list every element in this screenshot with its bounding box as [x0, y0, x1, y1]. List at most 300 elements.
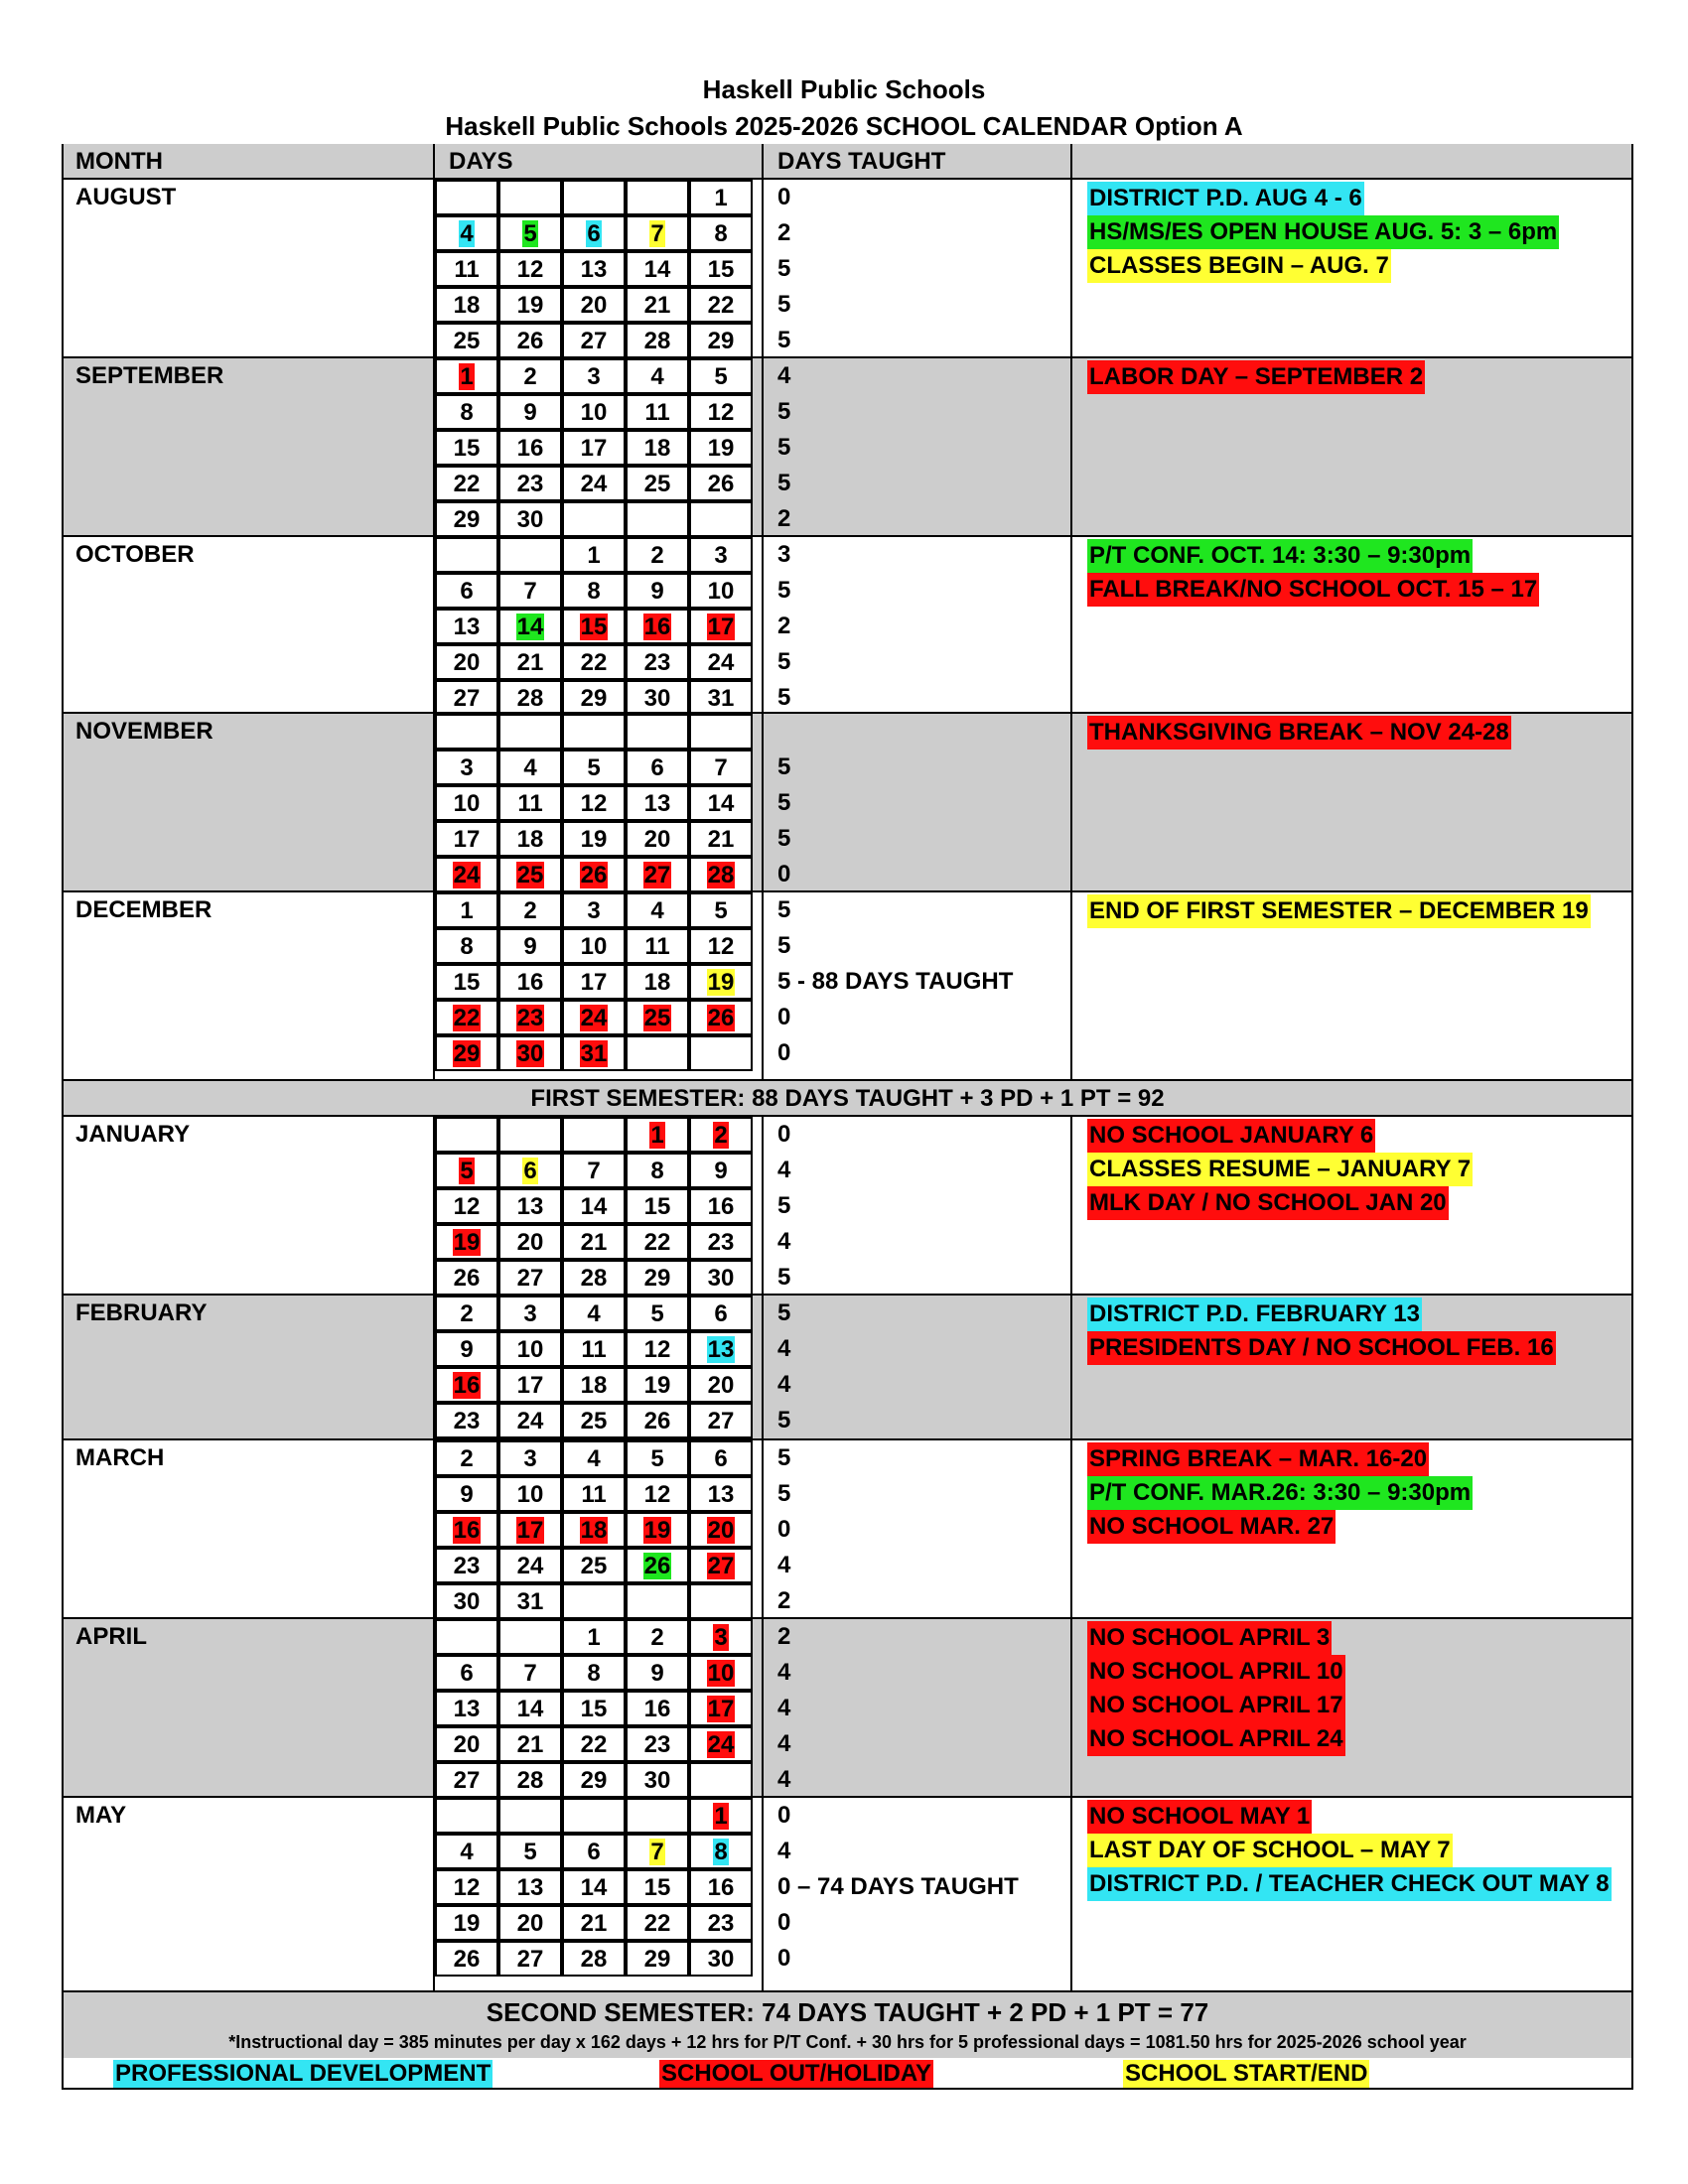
- row-divider: [62, 178, 1633, 180]
- row-divider: [62, 1115, 1633, 1117]
- day-cell: 14: [562, 1188, 626, 1224]
- day-cell: 16: [498, 430, 562, 466]
- month-name: AUGUST: [75, 184, 177, 210]
- day-cell: 15: [435, 430, 498, 466]
- days-taught-value: 0: [777, 184, 791, 210]
- days-taught-value: 4: [777, 362, 791, 389]
- day-cell: 25: [562, 1403, 626, 1438]
- day-cell: 13: [626, 785, 689, 821]
- day-cell: 10: [498, 1331, 562, 1367]
- days-taught-value: 4: [777, 1228, 791, 1255]
- day-cell: 12: [435, 1869, 498, 1905]
- days-taught-value: 5: [777, 1192, 791, 1219]
- day-cell: 16: [435, 1512, 498, 1548]
- day-cell: 21: [562, 1905, 626, 1941]
- days-taught-value: 5: [777, 1299, 791, 1326]
- header-month: MONTH: [62, 144, 433, 180]
- month-name: MARCH: [75, 1444, 165, 1471]
- day-cell: 16: [689, 1869, 753, 1905]
- day-cell: 26: [626, 1403, 689, 1438]
- day-cell: 3: [498, 1440, 562, 1476]
- day-cell: 23: [498, 466, 562, 501]
- day-cell: [435, 714, 498, 750]
- day-cell: 31: [689, 680, 753, 716]
- day-cell: 25: [626, 1000, 689, 1035]
- month-section-december: [62, 892, 1633, 1081]
- day-cell: 30: [689, 1260, 753, 1296]
- days-taught-value: 2: [777, 1623, 791, 1650]
- month-name: SEPTEMBER: [75, 362, 224, 389]
- days-taught-value: 4: [777, 1157, 791, 1183]
- day-cell: [626, 180, 689, 215]
- day-cell: 30: [626, 1762, 689, 1798]
- day-cell: 11: [562, 1476, 626, 1512]
- day-cell: 24: [435, 857, 498, 892]
- header-days-taught: DAYS TAUGHT: [764, 144, 1070, 180]
- day-cell: 11: [626, 928, 689, 964]
- calendar-note: SPRING BREAK – MAR. 16-20: [1087, 1442, 1429, 1476]
- day-cell: 10: [562, 394, 626, 430]
- day-cell: 21: [689, 821, 753, 857]
- month-section-september: [62, 358, 1633, 537]
- day-cell: 17: [689, 609, 753, 644]
- day-cell: 13: [435, 1691, 498, 1726]
- first-semester-summary: FIRST SEMESTER: 88 DAYS TAUGHT + 3 PD + 1 PT = 92: [530, 1085, 1165, 1112]
- days-taught-value: 5: [777, 255, 791, 282]
- days-taught-value: 0: [777, 1945, 791, 1972]
- day-cell: 12: [498, 251, 562, 287]
- day-cell: 14: [562, 1869, 626, 1905]
- day-cell: 22: [562, 644, 626, 680]
- day-cell: 31: [562, 1035, 626, 1071]
- row-divider: [62, 535, 1633, 537]
- day-cell: 29: [626, 1260, 689, 1296]
- day-cell: 14: [498, 1691, 562, 1726]
- legend-start: SCHOOL START/END: [1125, 2060, 1368, 2087]
- days-taught-value: 0 – 74 DAYS TAUGHT: [777, 1873, 1019, 1900]
- day-cell: [689, 1583, 753, 1619]
- day-cell: 27: [562, 323, 626, 358]
- row-divider: [62, 1079, 1633, 1081]
- day-cell: 22: [689, 287, 753, 323]
- day-cell: [435, 1117, 498, 1153]
- page-subtitle: Haskell Public Schools 2025-2026 SCHOOL CALENDAR Option A: [445, 111, 1243, 141]
- day-cell: 11: [498, 785, 562, 821]
- month-name: NOVEMBER: [75, 718, 213, 745]
- legend-pd: PROFESSIONAL DEVELOPMENT: [115, 2060, 492, 2087]
- day-cell: 23: [435, 1403, 498, 1438]
- day-cell: [689, 1035, 753, 1071]
- day-cell: 20: [689, 1367, 753, 1403]
- day-cell: 17: [498, 1367, 562, 1403]
- day-cell: 24: [562, 1000, 626, 1035]
- days-taught-value: 0: [777, 1004, 791, 1030]
- day-cell: [626, 714, 689, 750]
- day-cell: 5: [626, 1296, 689, 1331]
- days-taught-value: 0: [777, 1516, 791, 1543]
- day-cell: 15: [626, 1188, 689, 1224]
- days-taught-value: 4: [777, 1335, 791, 1362]
- day-cell: 29: [689, 323, 753, 358]
- day-cell: 3: [689, 537, 753, 573]
- month-section-october: [62, 537, 1633, 714]
- day-cell: 23: [435, 1548, 498, 1583]
- day-cell: 21: [626, 287, 689, 323]
- day-cell: 1: [562, 1619, 626, 1655]
- day-cell: 9: [435, 1331, 498, 1367]
- calendar-note: P/T CONF. MAR.26: 3:30 – 9:30pm: [1087, 1476, 1473, 1510]
- day-cell: 18: [626, 430, 689, 466]
- day-cell: [562, 1798, 626, 1834]
- day-cell: [498, 180, 562, 215]
- day-cell: 8: [435, 928, 498, 964]
- day-cell: [562, 180, 626, 215]
- calendar-note: NO SCHOOL APRIL 24: [1087, 1722, 1345, 1756]
- day-cell: 13: [498, 1869, 562, 1905]
- day-cell: 4: [626, 892, 689, 928]
- day-cell: 14: [498, 609, 562, 644]
- day-cell: 4: [435, 215, 498, 251]
- calendar-note: NO SCHOOL APRIL 3: [1087, 1621, 1332, 1655]
- day-cell: 29: [562, 680, 626, 716]
- day-cell: 28: [562, 1260, 626, 1296]
- day-cell: 17: [562, 964, 626, 1000]
- month-section-november: [62, 714, 1633, 892]
- month-name: DECEMBER: [75, 896, 212, 923]
- day-cell: [562, 1117, 626, 1153]
- days-taught-value: 5: [777, 470, 791, 496]
- days-taught-value: 5: [777, 434, 791, 461]
- day-cell: 8: [626, 1153, 689, 1188]
- month-section-april: [62, 1619, 1633, 1798]
- day-cell: 28: [626, 323, 689, 358]
- day-cell: 1: [435, 358, 498, 394]
- column-divider: [1070, 144, 1072, 1081]
- day-cell: 3: [435, 750, 498, 785]
- calendar-note: NO SCHOOL MAR. 27: [1087, 1510, 1336, 1544]
- day-cell: 28: [498, 680, 562, 716]
- day-cell: 7: [498, 573, 562, 609]
- days-taught-value: 2: [777, 219, 791, 246]
- day-cell: 24: [498, 1403, 562, 1438]
- instructional-footnote: *Instructional day = 385 minutes per day x 162 days + 12 hrs for P/T Conf. + 30 hrs for 5 professional days = 1081.50 hrs for 2025-2026 school year: [228, 2032, 1467, 2052]
- day-cell: 16: [626, 1691, 689, 1726]
- days-taught-value: 0: [777, 1909, 791, 1936]
- day-cell: 20: [626, 821, 689, 857]
- day-cell: 22: [435, 1000, 498, 1035]
- days-taught-value: 5: [777, 684, 791, 711]
- day-cell: 29: [435, 501, 498, 537]
- day-cell: 24: [498, 1548, 562, 1583]
- day-cell: 24: [689, 1726, 753, 1762]
- day-cell: 12: [689, 928, 753, 964]
- calendar-note: DISTRICT P.D. / TEACHER CHECK OUT MAY 8: [1087, 1867, 1612, 1901]
- month-name: OCTOBER: [75, 541, 195, 568]
- column-divider: [1070, 1117, 1072, 1992]
- day-cell: 3: [498, 1296, 562, 1331]
- days-taught-value: 0: [777, 1121, 791, 1148]
- day-cell: 2: [498, 892, 562, 928]
- calendar-note: MLK DAY / NO SCHOOL JAN 20: [1087, 1186, 1449, 1220]
- day-cell: 13: [689, 1331, 753, 1367]
- legend-out: SCHOOL OUT/HOLIDAY: [661, 2060, 932, 2087]
- days-taught-value: 4: [777, 1838, 791, 1864]
- day-cell: 2: [689, 1117, 753, 1153]
- days-taught-value: 5: [777, 1264, 791, 1291]
- days-taught-value: 3: [777, 541, 791, 568]
- day-cell: 6: [435, 573, 498, 609]
- day-cell: [498, 1117, 562, 1153]
- days-taught-value: 4: [777, 1730, 791, 1757]
- day-cell: 20: [498, 1905, 562, 1941]
- day-cell: 23: [689, 1224, 753, 1260]
- calendar-table: [62, 144, 1633, 2090]
- day-cell: 29: [435, 1035, 498, 1071]
- day-cell: 22: [626, 1224, 689, 1260]
- days-taught-value: 4: [777, 1552, 791, 1578]
- day-cell: 5: [626, 1440, 689, 1476]
- day-cell: 22: [626, 1905, 689, 1941]
- day-cell: 25: [498, 857, 562, 892]
- day-cell: 21: [498, 644, 562, 680]
- month-name: JANUARY: [75, 1121, 191, 1148]
- column-divider: [62, 144, 64, 2090]
- calendar-note: NO SCHOOL MAY 1: [1087, 1800, 1312, 1834]
- day-cell: [689, 714, 753, 750]
- day-cell: [435, 1798, 498, 1834]
- row-divider: [62, 356, 1633, 358]
- day-cell: 4: [498, 750, 562, 785]
- day-cell: 9: [498, 394, 562, 430]
- day-cell: 11: [562, 1331, 626, 1367]
- day-cell: 7: [626, 1834, 689, 1869]
- day-cell: 20: [435, 644, 498, 680]
- days-taught-value: 2: [777, 613, 791, 639]
- day-cell: 26: [626, 1548, 689, 1583]
- calendar-note: NO SCHOOL APRIL 17: [1087, 1689, 1345, 1722]
- days-taught-value: 5: [777, 327, 791, 353]
- day-cell: [435, 537, 498, 573]
- days-taught-value: 0: [777, 861, 791, 887]
- day-cell: 29: [626, 1941, 689, 1977]
- day-cell: [498, 537, 562, 573]
- second-semester-band: [62, 1992, 1633, 2058]
- first-semester-band: [62, 1081, 1633, 1117]
- day-cell: 30: [498, 1035, 562, 1071]
- day-cell: 6: [562, 1834, 626, 1869]
- day-cell: 6: [562, 215, 626, 251]
- day-cell: 26: [689, 466, 753, 501]
- day-cell: 27: [435, 680, 498, 716]
- day-cell: 26: [689, 1000, 753, 1035]
- day-cell: 13: [435, 609, 498, 644]
- day-cell: 27: [435, 1762, 498, 1798]
- day-cell: 26: [562, 857, 626, 892]
- days-taught-value: 0: [777, 1802, 791, 1829]
- day-cell: 4: [435, 1834, 498, 1869]
- day-cell: 29: [562, 1762, 626, 1798]
- month-section-january: [62, 1117, 1633, 1296]
- day-cell: 11: [626, 394, 689, 430]
- calendar-note: P/T CONF. OCT. 14: 3:30 – 9:30pm: [1087, 539, 1473, 573]
- day-cell: [689, 501, 753, 537]
- day-cell: [435, 180, 498, 215]
- days-taught-value: 5: [777, 789, 791, 816]
- day-cell: 16: [435, 1367, 498, 1403]
- day-cell: 13: [498, 1188, 562, 1224]
- days-taught-value: 4: [777, 1766, 791, 1793]
- day-cell: 7: [562, 1153, 626, 1188]
- days-taught-value: 2: [777, 1587, 791, 1614]
- day-cell: 27: [626, 857, 689, 892]
- day-cell: 21: [562, 1224, 626, 1260]
- day-cell: 27: [689, 1548, 753, 1583]
- calendar-note: DISTRICT P.D. AUG 4 - 6: [1087, 182, 1364, 215]
- day-cell: 10: [562, 928, 626, 964]
- day-cell: 1: [689, 180, 753, 215]
- day-cell: 8: [689, 1834, 753, 1869]
- days-taught-value: 5: [777, 825, 791, 852]
- day-cell: 3: [689, 1619, 753, 1655]
- day-cell: 27: [689, 1403, 753, 1438]
- day-cell: 6: [689, 1440, 753, 1476]
- day-cell: 2: [626, 537, 689, 573]
- day-cell: 6: [626, 750, 689, 785]
- day-cell: [626, 501, 689, 537]
- column-divider: [1631, 144, 1633, 2090]
- day-cell: 17: [689, 1691, 753, 1726]
- day-cell: 8: [562, 1655, 626, 1691]
- day-cell: 6: [498, 1153, 562, 1188]
- day-cell: 7: [689, 750, 753, 785]
- calendar-note: NO SCHOOL APRIL 10: [1087, 1655, 1345, 1689]
- day-cell: 30: [626, 680, 689, 716]
- day-cell: 25: [435, 323, 498, 358]
- days-taught-value: 5: [777, 398, 791, 425]
- calendar-note: PRESIDENTS DAY / NO SCHOOL FEB. 16: [1087, 1331, 1556, 1365]
- days-taught-value: 5: [777, 753, 791, 780]
- day-cell: [435, 1619, 498, 1655]
- day-cell: 31: [498, 1583, 562, 1619]
- day-cell: 7: [626, 215, 689, 251]
- day-cell: [626, 1798, 689, 1834]
- day-cell: 18: [498, 821, 562, 857]
- day-cell: 1: [626, 1117, 689, 1153]
- day-cell: 17: [562, 430, 626, 466]
- day-cell: 16: [626, 609, 689, 644]
- day-cell: 2: [626, 1619, 689, 1655]
- days-taught-value: 5: [777, 648, 791, 675]
- month-name: FEBRUARY: [75, 1299, 208, 1326]
- day-cell: 26: [435, 1260, 498, 1296]
- row-divider: [62, 1438, 1633, 1440]
- day-cell: 12: [626, 1476, 689, 1512]
- days-taught-value: 4: [777, 1695, 791, 1721]
- day-cell: [562, 501, 626, 537]
- day-cell: 22: [435, 466, 498, 501]
- day-cell: 10: [435, 785, 498, 821]
- month-section-february: [62, 1296, 1633, 1440]
- day-cell: 14: [689, 785, 753, 821]
- day-cell: 5: [689, 892, 753, 928]
- day-cell: 23: [689, 1905, 753, 1941]
- day-cell: 19: [626, 1367, 689, 1403]
- day-cell: 30: [498, 501, 562, 537]
- day-cell: 12: [435, 1188, 498, 1224]
- day-cell: 26: [498, 323, 562, 358]
- days-taught-value: 5: [777, 291, 791, 318]
- row-divider: [62, 890, 1633, 892]
- column-divider: [433, 144, 435, 1081]
- day-cell: 3: [562, 892, 626, 928]
- day-cell: 17: [498, 1512, 562, 1548]
- calendar-note: THANKSGIVING BREAK – NOV 24-28: [1087, 716, 1511, 750]
- day-cell: 21: [498, 1726, 562, 1762]
- day-cell: 14: [626, 251, 689, 287]
- day-cell: 4: [562, 1440, 626, 1476]
- day-cell: [626, 1035, 689, 1071]
- day-cell: 18: [562, 1367, 626, 1403]
- day-cell: 20: [562, 287, 626, 323]
- calendar-note: NO SCHOOL JANUARY 6: [1087, 1119, 1375, 1153]
- day-cell: 6: [435, 1655, 498, 1691]
- column-divider: [762, 1117, 764, 1992]
- day-cell: [498, 1798, 562, 1834]
- calendar-note: HS/MS/ES OPEN HOUSE AUG. 5: 3 – 6pm: [1087, 215, 1559, 249]
- day-cell: 9: [498, 928, 562, 964]
- days-taught-value: 5: [777, 1480, 791, 1507]
- day-cell: 10: [689, 573, 753, 609]
- day-cell: 8: [562, 573, 626, 609]
- day-cell: 13: [689, 1476, 753, 1512]
- day-cell: 5: [435, 1153, 498, 1188]
- calendar-note: LABOR DAY – SEPTEMBER 2: [1087, 360, 1425, 394]
- day-cell: 6: [689, 1296, 753, 1331]
- row-divider: [62, 712, 1633, 714]
- day-cell: 5: [498, 1834, 562, 1869]
- day-cell: 15: [626, 1869, 689, 1905]
- day-cell: 9: [626, 1655, 689, 1691]
- column-divider: [762, 144, 764, 1081]
- row-divider: [62, 1990, 1633, 1992]
- day-cell: 25: [562, 1548, 626, 1583]
- day-cell: 20: [435, 1726, 498, 1762]
- calendar-note: FALL BREAK/NO SCHOOL OCT. 15 – 17: [1087, 573, 1539, 607]
- day-cell: 27: [498, 1941, 562, 1977]
- day-cell: 9: [626, 573, 689, 609]
- days-taught-value: 2: [777, 505, 791, 532]
- day-cell: 30: [689, 1941, 753, 1977]
- calendar-note: END OF FIRST SEMESTER – DECEMBER 19: [1087, 894, 1591, 928]
- day-cell: 19: [562, 821, 626, 857]
- day-cell: 19: [689, 964, 753, 1000]
- day-cell: 23: [498, 1000, 562, 1035]
- day-cell: 24: [689, 644, 753, 680]
- calendar-note: DISTRICT P.D. FEBRUARY 13: [1087, 1297, 1422, 1331]
- month-name: APRIL: [75, 1623, 147, 1650]
- days-taught-value: 0: [777, 1039, 791, 1066]
- legend-band: [62, 2058, 1633, 2090]
- day-cell: 27: [498, 1260, 562, 1296]
- day-cell: 2: [435, 1440, 498, 1476]
- day-cell: 13: [562, 251, 626, 287]
- days-taught-value: 4: [777, 1371, 791, 1398]
- column-divider: [433, 1117, 435, 1992]
- month-section-august: [62, 180, 1633, 358]
- day-cell: 18: [626, 964, 689, 1000]
- day-cell: 25: [626, 466, 689, 501]
- month-section-march: [62, 1440, 1633, 1619]
